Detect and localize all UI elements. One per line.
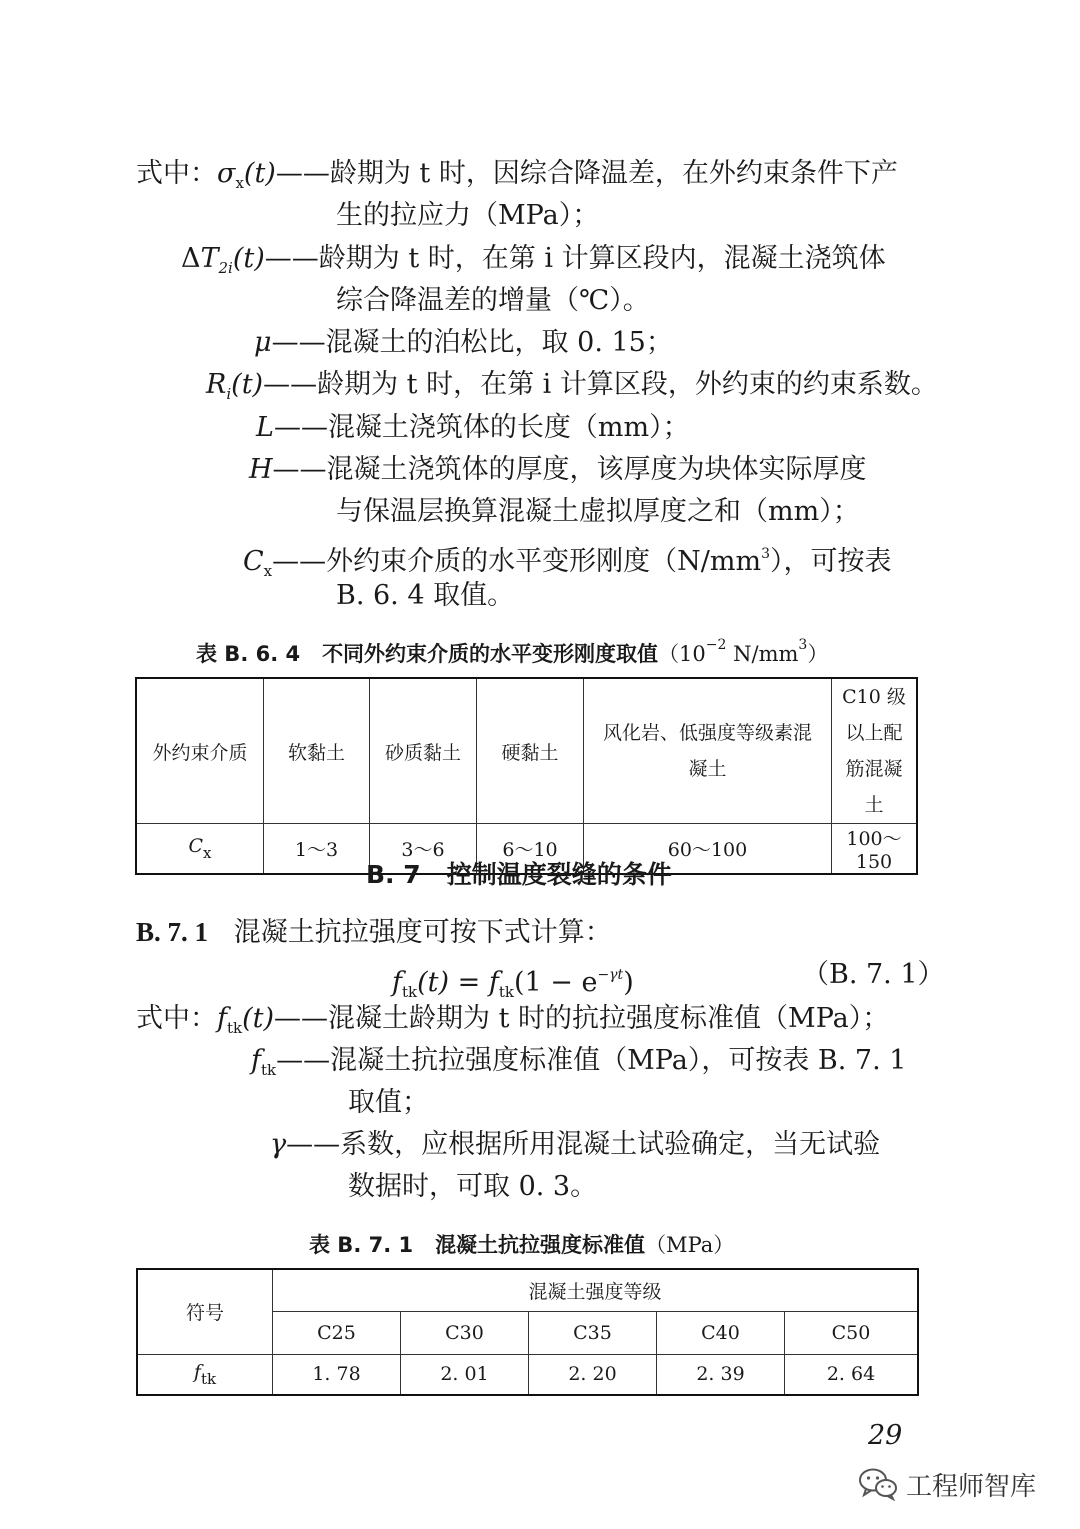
table1-cell: 60～100	[584, 824, 832, 875]
table1-header-row	[136, 678, 917, 824]
def-gamma-line2: 数据时，可取 0. 3。	[348, 1171, 598, 1202]
table2-cell: 2. 20	[529, 1354, 657, 1395]
def-gamma-line1: γ——系数，应根据所用混凝土试验确定，当无试验	[270, 1129, 881, 1160]
def-H-line1: H——混凝土浇筑体的厚度，该厚度为块体实际厚度	[249, 454, 867, 485]
sigma-symbol: σ	[217, 158, 236, 189]
watermark	[858, 1466, 1036, 1508]
lead-label: 式中：	[136, 158, 217, 189]
def-dT-line1: $\Delta T_{2i}(t)——$龄期为 t 时，在第 i 计算区段内，混凝土浇筑体	[181, 243, 886, 277]
table2-header-row	[137, 1269, 918, 1311]
table2-data-row	[137, 1354, 918, 1395]
watermark-text: 工程师智库	[906, 1472, 1037, 1502]
table2-row-symbol: $f_{tk}$	[137, 1354, 273, 1395]
table2-grade-cell: C35	[529, 1311, 657, 1354]
table1-header-cell: 风化岩、低强度等级素混凝土	[584, 678, 832, 824]
def-H-line2: 与保温层换算混凝土虚拟厚度之和（mm）；	[336, 496, 860, 527]
def-dT-line2: 综合降温差的增量（℃）。	[336, 285, 650, 316]
C-symbol: C	[243, 546, 264, 577]
table1-header-cell: C10 级以上配筋混凝土	[832, 678, 918, 824]
sigma-desc: ——龄期为 t 时，因综合降温差，在外约束条件下产	[275, 158, 898, 189]
def-C-line1: $C_x——$外约束介质的水平变形刚度$(N/mm^3)$，可按表	[243, 546, 892, 580]
def-L: L——混凝土浇筑体的长度（mm）；	[256, 412, 690, 443]
def-mu: μ——混凝土的泊松比，取 0. 15；	[254, 327, 673, 358]
table1-header-cell: 硬黏土	[477, 678, 584, 824]
table1-header-cell: 软黏土	[264, 678, 370, 824]
table2-caption: 表 B. 7. 1 混凝土抗拉强度标准值（MPa）	[309, 1233, 735, 1257]
section-heading: B. 7 控制温度裂缝的条件	[366, 860, 672, 889]
page-number: 29	[868, 1420, 903, 1451]
def-sigma-line1: 式中：$\sigma_x(t)——$龄期为 t 时，因综合降温差，在外约束条件下产	[136, 158, 898, 192]
stiffness-table	[135, 677, 918, 875]
formula: $f_{tk}(t) = f_{tk}(1 - e^{-\gamma t})$	[392, 967, 634, 1001]
L-symbol: L	[256, 412, 274, 443]
table1-caption: 表 B. 6. 4 不同外约束介质的水平变形刚度取值（$10^{-2}$ $N/mm^3$）	[196, 637, 829, 666]
table1-cell: 100～150	[832, 824, 918, 875]
def-ftk-line1: $f_{tk}——$混凝土抗拉强度标准值（MPa），可按表 B. 7. 1	[251, 1045, 907, 1079]
R-symbol: R	[206, 369, 227, 400]
table1-cell: 1～3	[264, 824, 370, 875]
wechat-icon	[858, 1467, 898, 1508]
table2-cell: 2. 39	[657, 1354, 785, 1395]
table2-symbol-header: 符号	[137, 1269, 273, 1354]
table1-cell: 6～10	[477, 824, 584, 875]
mu-symbol: μ	[254, 327, 272, 358]
table2-grade-cell: C30	[401, 1311, 529, 1354]
table2-grade-cell: C25	[273, 1311, 401, 1354]
table2-grade-cell: C40	[657, 1311, 785, 1354]
table1-header-cell: 外约束介质	[136, 678, 264, 824]
table1-row-symbol: $C_x$	[136, 824, 264, 875]
formula-number: （B. 7. 1）	[802, 959, 945, 990]
table2-cell: 2. 64	[785, 1354, 919, 1395]
def-C-line2: B. 6. 4 取值。	[336, 580, 515, 611]
H-symbol: H	[249, 454, 273, 485]
table2-grade-cell: C50	[785, 1311, 919, 1354]
table1-header-cell: 砂质黏土	[370, 678, 477, 824]
def-ftk-line2: 取值；	[348, 1087, 429, 1118]
deltaT-symbol: T	[200, 243, 219, 274]
table1-cell: 3～6	[370, 824, 477, 875]
clause-b71: B. 7. 1 混凝土抗拉强度可按下式计算：	[136, 917, 612, 948]
table2-group-header: 混凝土强度等级	[273, 1269, 919, 1311]
def-sigma-line2: 生的拉应力（MPa）；	[336, 200, 600, 231]
tensile-strength-table	[136, 1268, 919, 1396]
table2-cell: 2. 01	[401, 1354, 529, 1395]
table2-cell: 1. 78	[273, 1354, 401, 1395]
gamma-symbol: γ	[270, 1129, 287, 1160]
def-ftkt: 式中：$f_{tk}(t)——$混凝土龄期为 t 时的抗拉强度标准值（MPa）；	[136, 1003, 890, 1037]
def-R: $R_i(t)——$龄期为 t 时，在第 i 计算区段，外约束的约束系数。	[206, 369, 938, 403]
